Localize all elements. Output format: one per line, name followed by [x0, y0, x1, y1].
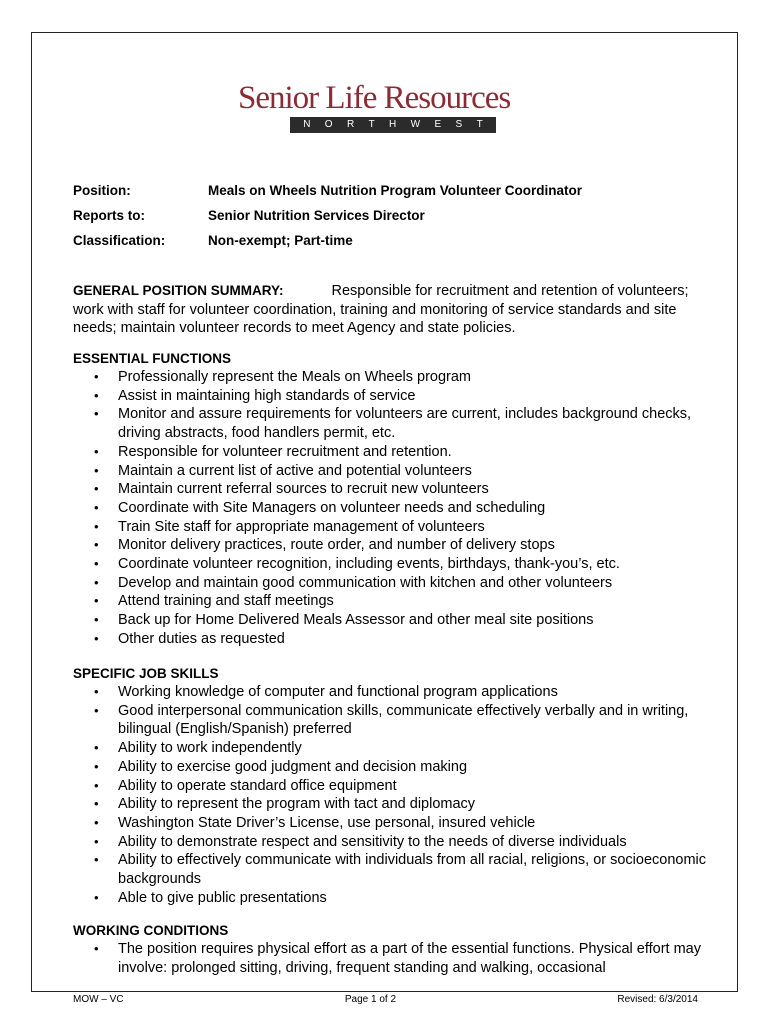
field-label: Classification: [73, 233, 166, 248]
working-conditions-list [73, 940, 713, 977]
footer-revised-date: Revised: 6/3/2014 [617, 994, 698, 1005]
list-item: • Maintain current referral sources to recruit new volunteers [73, 480, 713, 499]
logo-letter: R [346, 119, 355, 130]
list-item: • Good interpersonal communication skills, communicate effectively verbally and in writing, bilingual (English/Spanish) preferred [73, 702, 713, 739]
list-item: • Develop and maintain good communication with kitchen and other volunteers [73, 574, 713, 593]
field-value: Meals on Wheels Nutrition Program Volunteer Coordinator [208, 183, 583, 198]
logo-letter: S [455, 119, 463, 130]
logo-letter: E [434, 119, 442, 130]
list-item: • Able to give public presentations [73, 889, 713, 908]
logo-letter: H [389, 119, 397, 130]
list-item: • Ability to work independently [73, 739, 713, 758]
footer-page-number: Page 1 of 2 [344, 994, 397, 1005]
list-item: • Ability to effectively communicate with individuals from all racial, religions, or socioeconomic backgrounds [73, 851, 713, 888]
list-item: • Monitor delivery practices, route order, and number of delivery stops [73, 536, 713, 555]
job-skills-list [73, 683, 713, 907]
list-item: • Maintain a current list of active and potential volunteers [73, 462, 713, 481]
list-item: • Ability to represent the program with tact and diplomacy [73, 795, 713, 814]
position-row [73, 181, 713, 206]
logo-letter: W [410, 119, 421, 130]
logo-name: Senior Life Resources [238, 80, 511, 116]
list-item: • Working knowledge of computer and functional program applications [73, 683, 713, 702]
list-item: • Train Site staff for appropriate management of volunteers [73, 518, 713, 537]
list-item: • Assist in maintaining high standards of service [73, 387, 713, 406]
essential-functions-list [73, 368, 713, 649]
logo-letter: O [324, 119, 333, 130]
field-value: Non-exempt; Part-time [208, 233, 353, 248]
logo-band [290, 117, 496, 133]
section-heading: SPECIFIC JOB SKILLS [73, 666, 219, 681]
list-item: • Responsible for volunteer recruitment and retention. [73, 443, 713, 462]
field-label: Position: [73, 183, 131, 198]
list-item: • Attend training and staff meetings [73, 592, 713, 611]
page-footer [73, 994, 698, 1005]
list-item: • Ability to operate standard office equipment [73, 777, 713, 796]
organization-logo [238, 80, 513, 130]
list-item: • Ability to demonstrate respect and sensitivity to the needs of diverse individuals [73, 833, 713, 852]
section-heading: WORKING CONDITIONS [73, 923, 229, 938]
list-item: • Coordinate volunteer recognition, including events, birthdays, thank-you’s, etc. [73, 555, 713, 574]
list-item: • Back up for Home Delivered Meals Assessor and other meal site positions [73, 611, 713, 630]
field-label: Reports to: [73, 208, 145, 223]
logo-letter: N [303, 119, 311, 130]
list-item: • Other duties as requested [73, 630, 713, 649]
essential-functions-section [73, 350, 713, 649]
summary-text: Responsible for recruitment and retention of volunteers; work with staff for volunteer coordination, training and monitoring of service standards and site needs; maintain volunteer records to meet Agency and state policies. [73, 283, 689, 336]
footer-document-code: MOW – VC [73, 994, 124, 1005]
field-value: Senior Nutrition Services Director [208, 208, 425, 223]
list-item: • Washington State Driver’s License, use personal, insured vehicle [73, 814, 713, 833]
list-item: • Ability to exercise good judgment and decision making [73, 758, 713, 777]
position-details [73, 181, 713, 256]
general-summary [73, 282, 703, 338]
list-item: • The position requires physical effort as a part of the essential functions. Physical effort may involve: prolonged sitting, driving, frequent standing and walking, occasional [73, 940, 713, 977]
summary-heading: GENERAL POSITION SUMMARY: [73, 283, 284, 298]
job-skills-section [73, 665, 713, 907]
reports-to-row [73, 206, 713, 231]
list-item: • Coordinate with Site Managers on volunteer needs and scheduling [73, 499, 713, 518]
list-item: • Professionally represent the Meals on Wheels program [73, 368, 713, 387]
classification-row [73, 231, 713, 256]
logo-letter: T [476, 119, 483, 130]
logo-letter: T [368, 119, 375, 130]
section-heading: ESSENTIAL FUNCTIONS [73, 351, 232, 366]
list-item: • Monitor and assure requirements for volunteers are current, includes background checks, driving abstracts, food handlers permit, etc. [73, 405, 713, 442]
working-conditions-section [73, 922, 713, 977]
